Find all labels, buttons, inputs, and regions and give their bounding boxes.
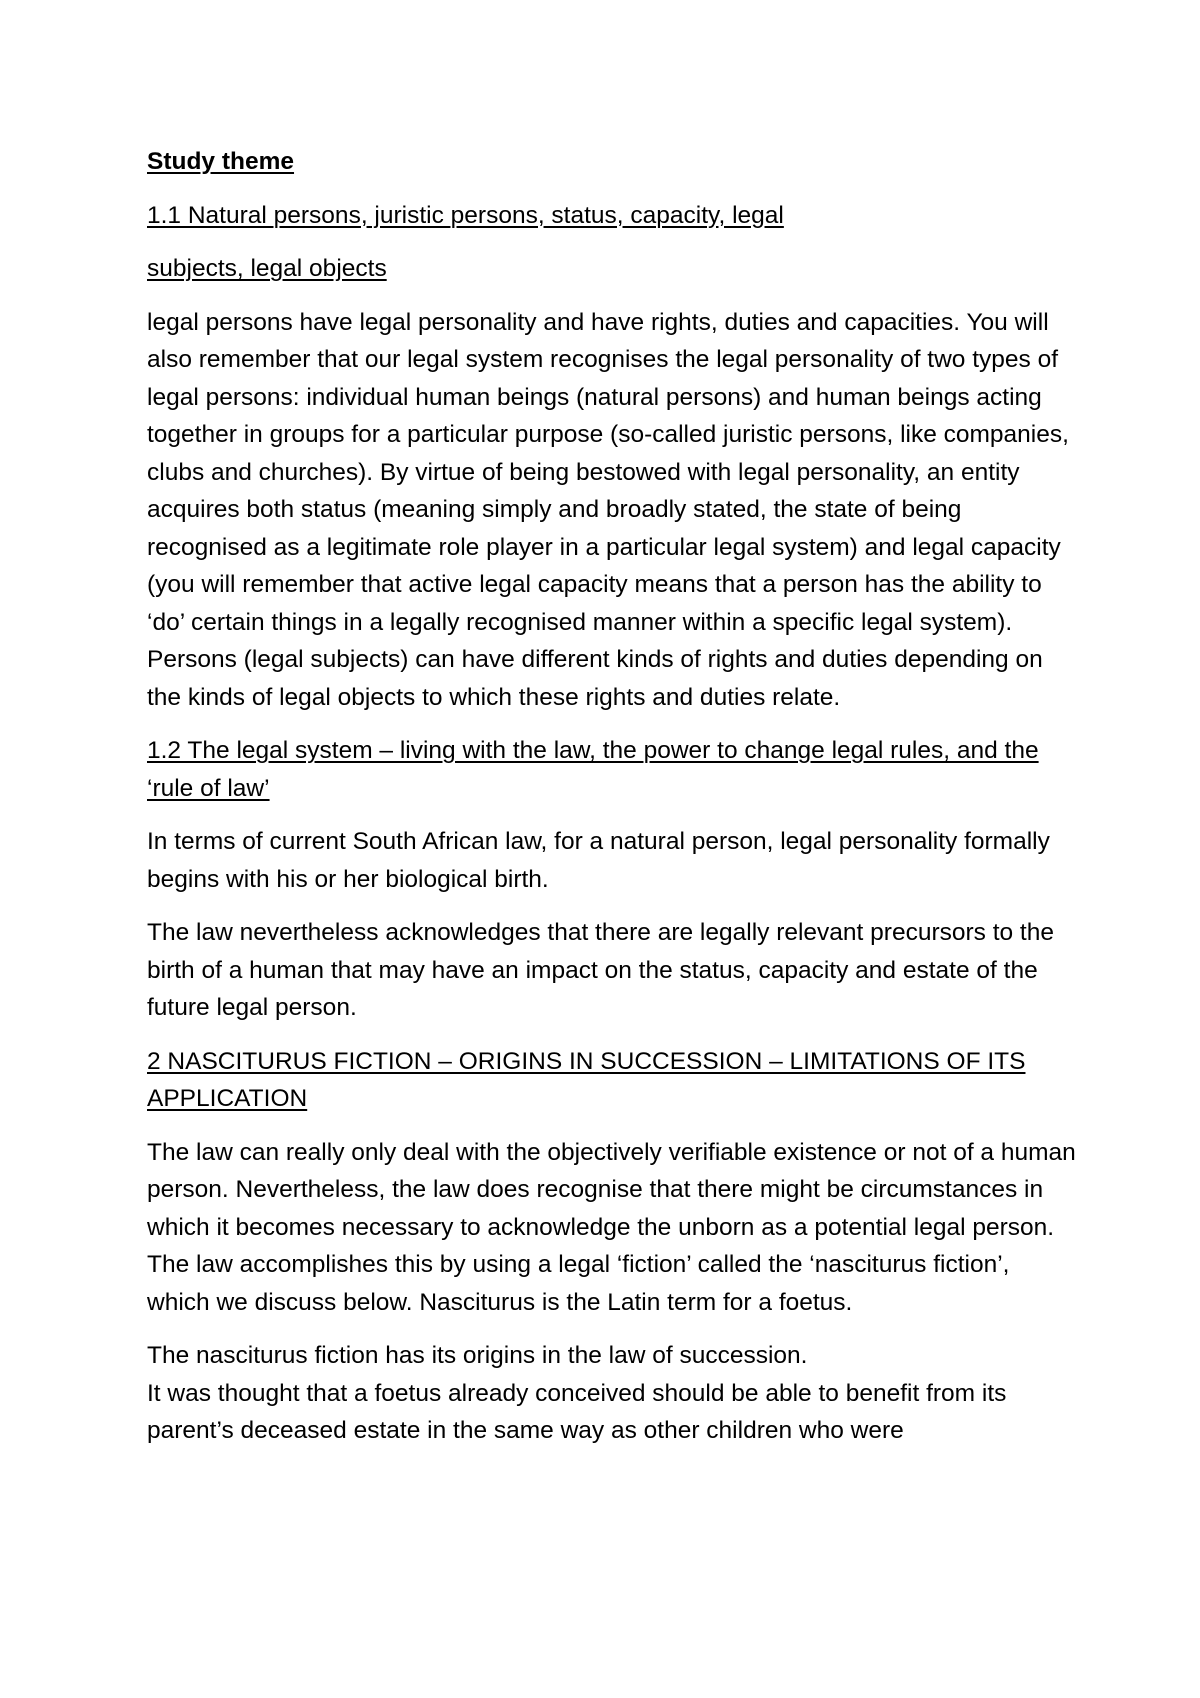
section-2-paragraph-2: The nasciturus fiction has its origins in the law of succession. [147, 1342, 808, 1369]
section-1-1-paragraph: legal persons have legal personality and have rights, duties and capacities. You will also remember that our legal system recognises the legal personality of two types of legal persons: individual human beings (natural persons) and human beings acting together in groups for a particular purpose (so-called juristic persons, like companies, clubs and churches). By virtue of being bestowed with legal personality, an entity acquires both status (meaning simply and broadly stated, the state of being recognised as a legitimate role player in a particular legal system) and legal capacity (you will remember that active legal capacity means that a person has the ability to ‘do’ certain things in a legally recognised manner within a specific legal system). Persons (legal subjects) can have different kinds of rights and duties depending on the kinds of legal objects to which these rights and duties relate. [147, 308, 1069, 711]
section-1-2-paragraph-2: The law nevertheless acknowledges that there are legally relevant precursors to the birth of a human that may have an impact on the status, capacity and estate of the future legal person. [147, 919, 1054, 1021]
section-1-2-heading: 1.2 The legal system – living with the law, the power to change legal rules, and the ‘rule of law’ [147, 737, 1039, 802]
section-1-1-heading-line-2: subjects, legal objects [147, 255, 387, 282]
document-page [147, 143, 1077, 1450]
section-2-paragraph-3: It was thought that a foetus already conceived should be able to benefit from its parent’s deceased estate in the same way as other children who were [147, 1379, 1007, 1444]
section-1-1-heading-line-1: 1.1 Natural persons, juristic persons, status, capacity, legal [147, 201, 784, 229]
section-2-heading: 2 NASCITURUS FICTION – ORIGINS IN SUCCESSION – LIMITATIONS OF ITS APPLICATION [147, 1047, 1026, 1112]
section-1-2-paragraph-1: In terms of current South African law, for a natural person, legal personality formally begins with his or her biological birth. [147, 828, 1050, 893]
study-theme-heading: Study theme [147, 148, 295, 175]
section-2-paragraph-1: The law can really only deal with the objectively verifiable existence or not of a human person. Nevertheless, the law does recognise that there might be circumstances in which it becomes necessary to acknowledge the unborn as a potential legal person. The law accomplishes this by using a legal ‘fiction’ called the ‘nasciturus fiction’, which we discuss below. Nasciturus is the Latin term for a foetus. [147, 1138, 1076, 1316]
